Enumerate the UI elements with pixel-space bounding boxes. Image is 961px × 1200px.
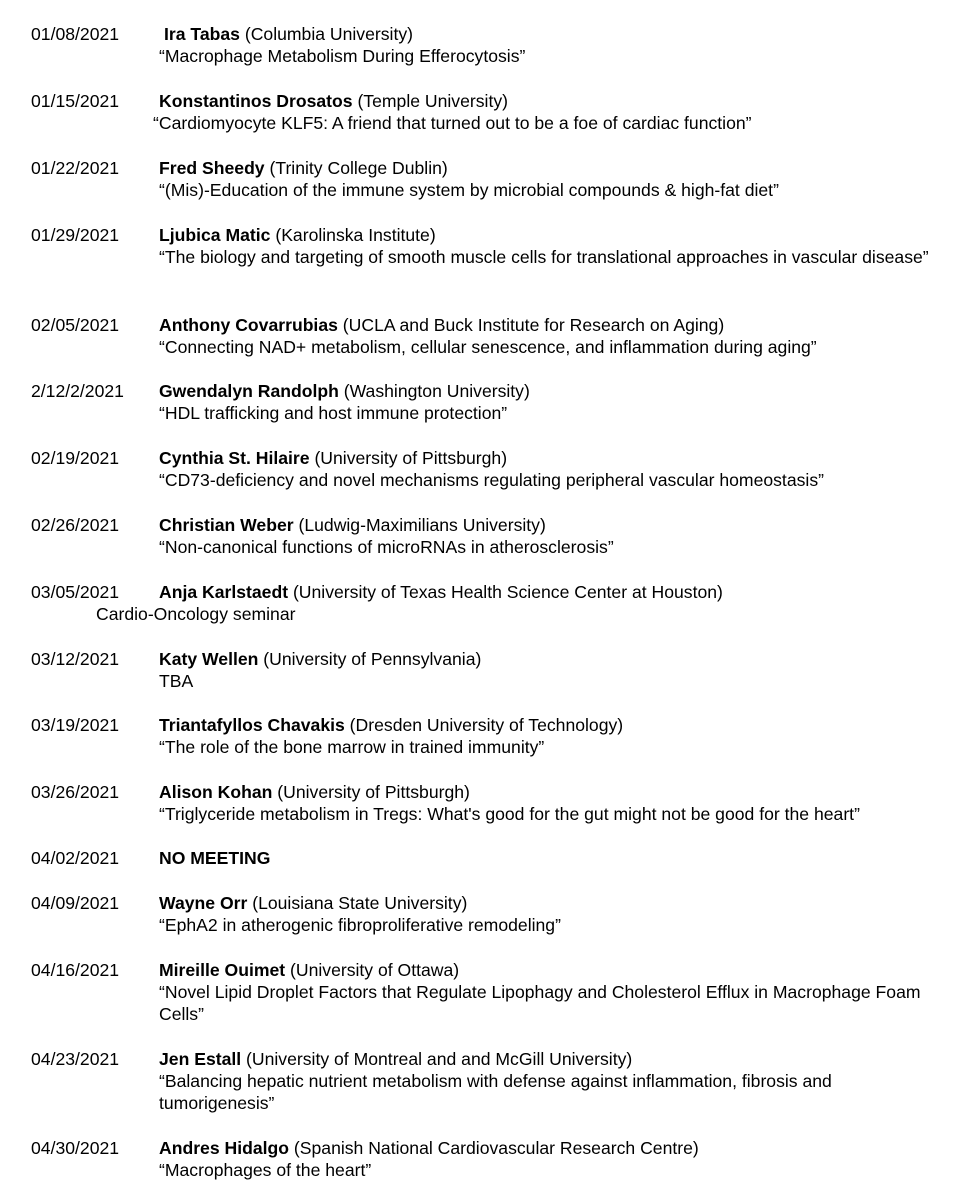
speaker-affiliation: (UCLA and Buck Institute for Research on Aging) bbox=[337, 315, 725, 335]
seminar-date: 04/16/2021 bbox=[31, 960, 120, 980]
speaker-name: Anthony Covarrubias bbox=[159, 315, 338, 335]
speaker-name: Fred Sheedy bbox=[159, 158, 265, 178]
seminar-speaker-line bbox=[159, 380, 530, 402]
speaker-name: Anja Karlstaedt bbox=[159, 582, 289, 602]
speaker-affiliation: (Dresden University of Technology) bbox=[344, 715, 624, 735]
seminar-date: 02/19/2021 bbox=[31, 448, 120, 468]
seminar-date: 04/23/2021 bbox=[31, 1049, 120, 1069]
seminar-title: “Non-canonical functions of microRNAs in atherosclerosis” bbox=[159, 537, 614, 557]
speaker-affiliation: (University of Pittsburgh) bbox=[272, 782, 470, 802]
seminar-speaker-line bbox=[159, 847, 270, 869]
speaker-name: Triantafyllos Chavakis bbox=[159, 715, 345, 735]
seminar-date: 03/05/2021 bbox=[31, 582, 120, 602]
seminar-title: “Novel Lipid Droplet Factors that Regulate Lipophagy and Cholesterol Efflux in Macrophage Foam Cells” bbox=[159, 982, 921, 1024]
seminar-speaker-line bbox=[159, 1137, 699, 1159]
speaker-name: Ira Tabas bbox=[164, 24, 240, 44]
seminar-title: “Connecting NAD+ metabolism, cellular senescence, and inflammation during aging” bbox=[159, 337, 817, 357]
speaker-affiliation: (Temple University) bbox=[352, 91, 509, 111]
seminar-title: “Macrophages of the heart” bbox=[159, 1160, 372, 1180]
speaker-affiliation: (University of Pennsylvania) bbox=[258, 649, 482, 669]
speaker-name: Ljubica Matic bbox=[159, 225, 271, 245]
seminar-date: 01/15/2021 bbox=[31, 91, 120, 111]
no-meeting-label: NO MEETING bbox=[159, 848, 271, 868]
seminar-title: “Triglyceride metabolism in Tregs: What's good for the gut might not be good for the heart” bbox=[159, 804, 860, 824]
seminar-date: 01/08/2021 bbox=[31, 24, 120, 44]
speaker-name: Jen Estall bbox=[159, 1049, 242, 1069]
seminar-date: 04/30/2021 bbox=[31, 1138, 120, 1158]
speaker-affiliation: (University of Texas Health Science Center at Houston) bbox=[288, 582, 723, 602]
seminar-date: 04/09/2021 bbox=[31, 893, 120, 913]
seminar-title: “Balancing hepatic nutrient metabolism with defense against inflammation, fibrosis and tumorigenesis” bbox=[159, 1071, 832, 1113]
seminar-date: 01/22/2021 bbox=[31, 158, 120, 178]
speaker-name: Mireille Ouimet bbox=[159, 960, 286, 980]
seminar-speaker-line bbox=[159, 581, 723, 603]
seminar-date: 02/26/2021 bbox=[31, 515, 120, 535]
seminar-date: 03/26/2021 bbox=[31, 782, 120, 802]
speaker-name: Cynthia St. Hilaire bbox=[159, 448, 310, 468]
speaker-affiliation: (Spanish National Cardiovascular Research Centre) bbox=[289, 1138, 699, 1158]
seminar-date: 04/02/2021 bbox=[31, 848, 120, 868]
seminar-date: 03/19/2021 bbox=[31, 715, 120, 735]
seminar-speaker-line bbox=[164, 23, 413, 45]
speaker-name: Christian Weber bbox=[159, 515, 294, 535]
seminar-title: “HDL trafficking and host immune protection” bbox=[159, 403, 508, 423]
seminar-speaker-line bbox=[159, 1048, 632, 1070]
seminar-title: “The role of the bone marrow in trained immunity” bbox=[159, 737, 545, 757]
seminar-date: 02/05/2021 bbox=[31, 315, 120, 335]
speaker-name: Katy Wellen bbox=[159, 649, 259, 669]
seminar-speaker-line bbox=[159, 157, 448, 179]
seminar-date: 03/12/2021 bbox=[31, 649, 120, 669]
seminar-title: “EphA2 in atherogenic fibroproliferative remodeling” bbox=[159, 915, 561, 935]
seminar-title: “CD73-deficiency and novel mechanisms regulating peripheral vascular homeostasis” bbox=[159, 470, 824, 490]
speaker-affiliation: (University of Montreal and and McGill University) bbox=[241, 1049, 633, 1069]
speaker-name: Alison Kohan bbox=[159, 782, 273, 802]
seminar-title: TBA bbox=[159, 671, 194, 691]
speaker-name: Konstantinos Drosatos bbox=[159, 91, 353, 111]
speaker-affiliation: (University of Ottawa) bbox=[285, 960, 460, 980]
speaker-affiliation: (Karolinska Institute) bbox=[270, 225, 436, 245]
speaker-name: Wayne Orr bbox=[159, 893, 248, 913]
seminar-speaker-line bbox=[159, 959, 459, 981]
speaker-name: Gwendalyn Randolph bbox=[159, 381, 339, 401]
seminar-title: “Cardiomyocyte KLF5: A friend that turned out to be a foe of cardiac function” bbox=[153, 113, 752, 133]
seminar-speaker-line bbox=[159, 224, 436, 246]
seminar-title: Cardio-Oncology seminar bbox=[96, 604, 296, 624]
seminar-speaker-line bbox=[159, 90, 508, 112]
speaker-name: Andres Hidalgo bbox=[159, 1138, 290, 1158]
seminar-speaker-line bbox=[159, 648, 481, 670]
seminar-date: 01/29/2021 bbox=[31, 225, 120, 245]
seminar-title: “Macrophage Metabolism During Efferocytosis” bbox=[159, 46, 526, 66]
speaker-affiliation: (Columbia University) bbox=[239, 24, 413, 44]
seminar-speaker-line bbox=[159, 714, 623, 736]
seminar-speaker-line bbox=[159, 514, 546, 536]
speaker-affiliation: (Ludwig-Maximilians University) bbox=[293, 515, 546, 535]
seminar-title: “(Mis)-Education of the immune system by microbial compounds & high-fat diet” bbox=[159, 180, 779, 200]
seminar-speaker-line bbox=[159, 314, 724, 336]
speaker-affiliation: (University of Pittsburgh) bbox=[309, 448, 508, 468]
seminar-speaker-line bbox=[159, 447, 507, 469]
speaker-affiliation: (Louisiana State University) bbox=[247, 893, 468, 913]
seminar-title: “The biology and targeting of smooth muscle cells for translational approaches in vascular disease” bbox=[159, 247, 929, 267]
speaker-affiliation: (Washington University) bbox=[338, 381, 530, 401]
speaker-affiliation: (Trinity College Dublin) bbox=[264, 158, 448, 178]
seminar-date: 2/12/2/2021 bbox=[31, 381, 124, 401]
seminar-speaker-line bbox=[159, 781, 470, 803]
seminar-speaker-line bbox=[159, 892, 467, 914]
